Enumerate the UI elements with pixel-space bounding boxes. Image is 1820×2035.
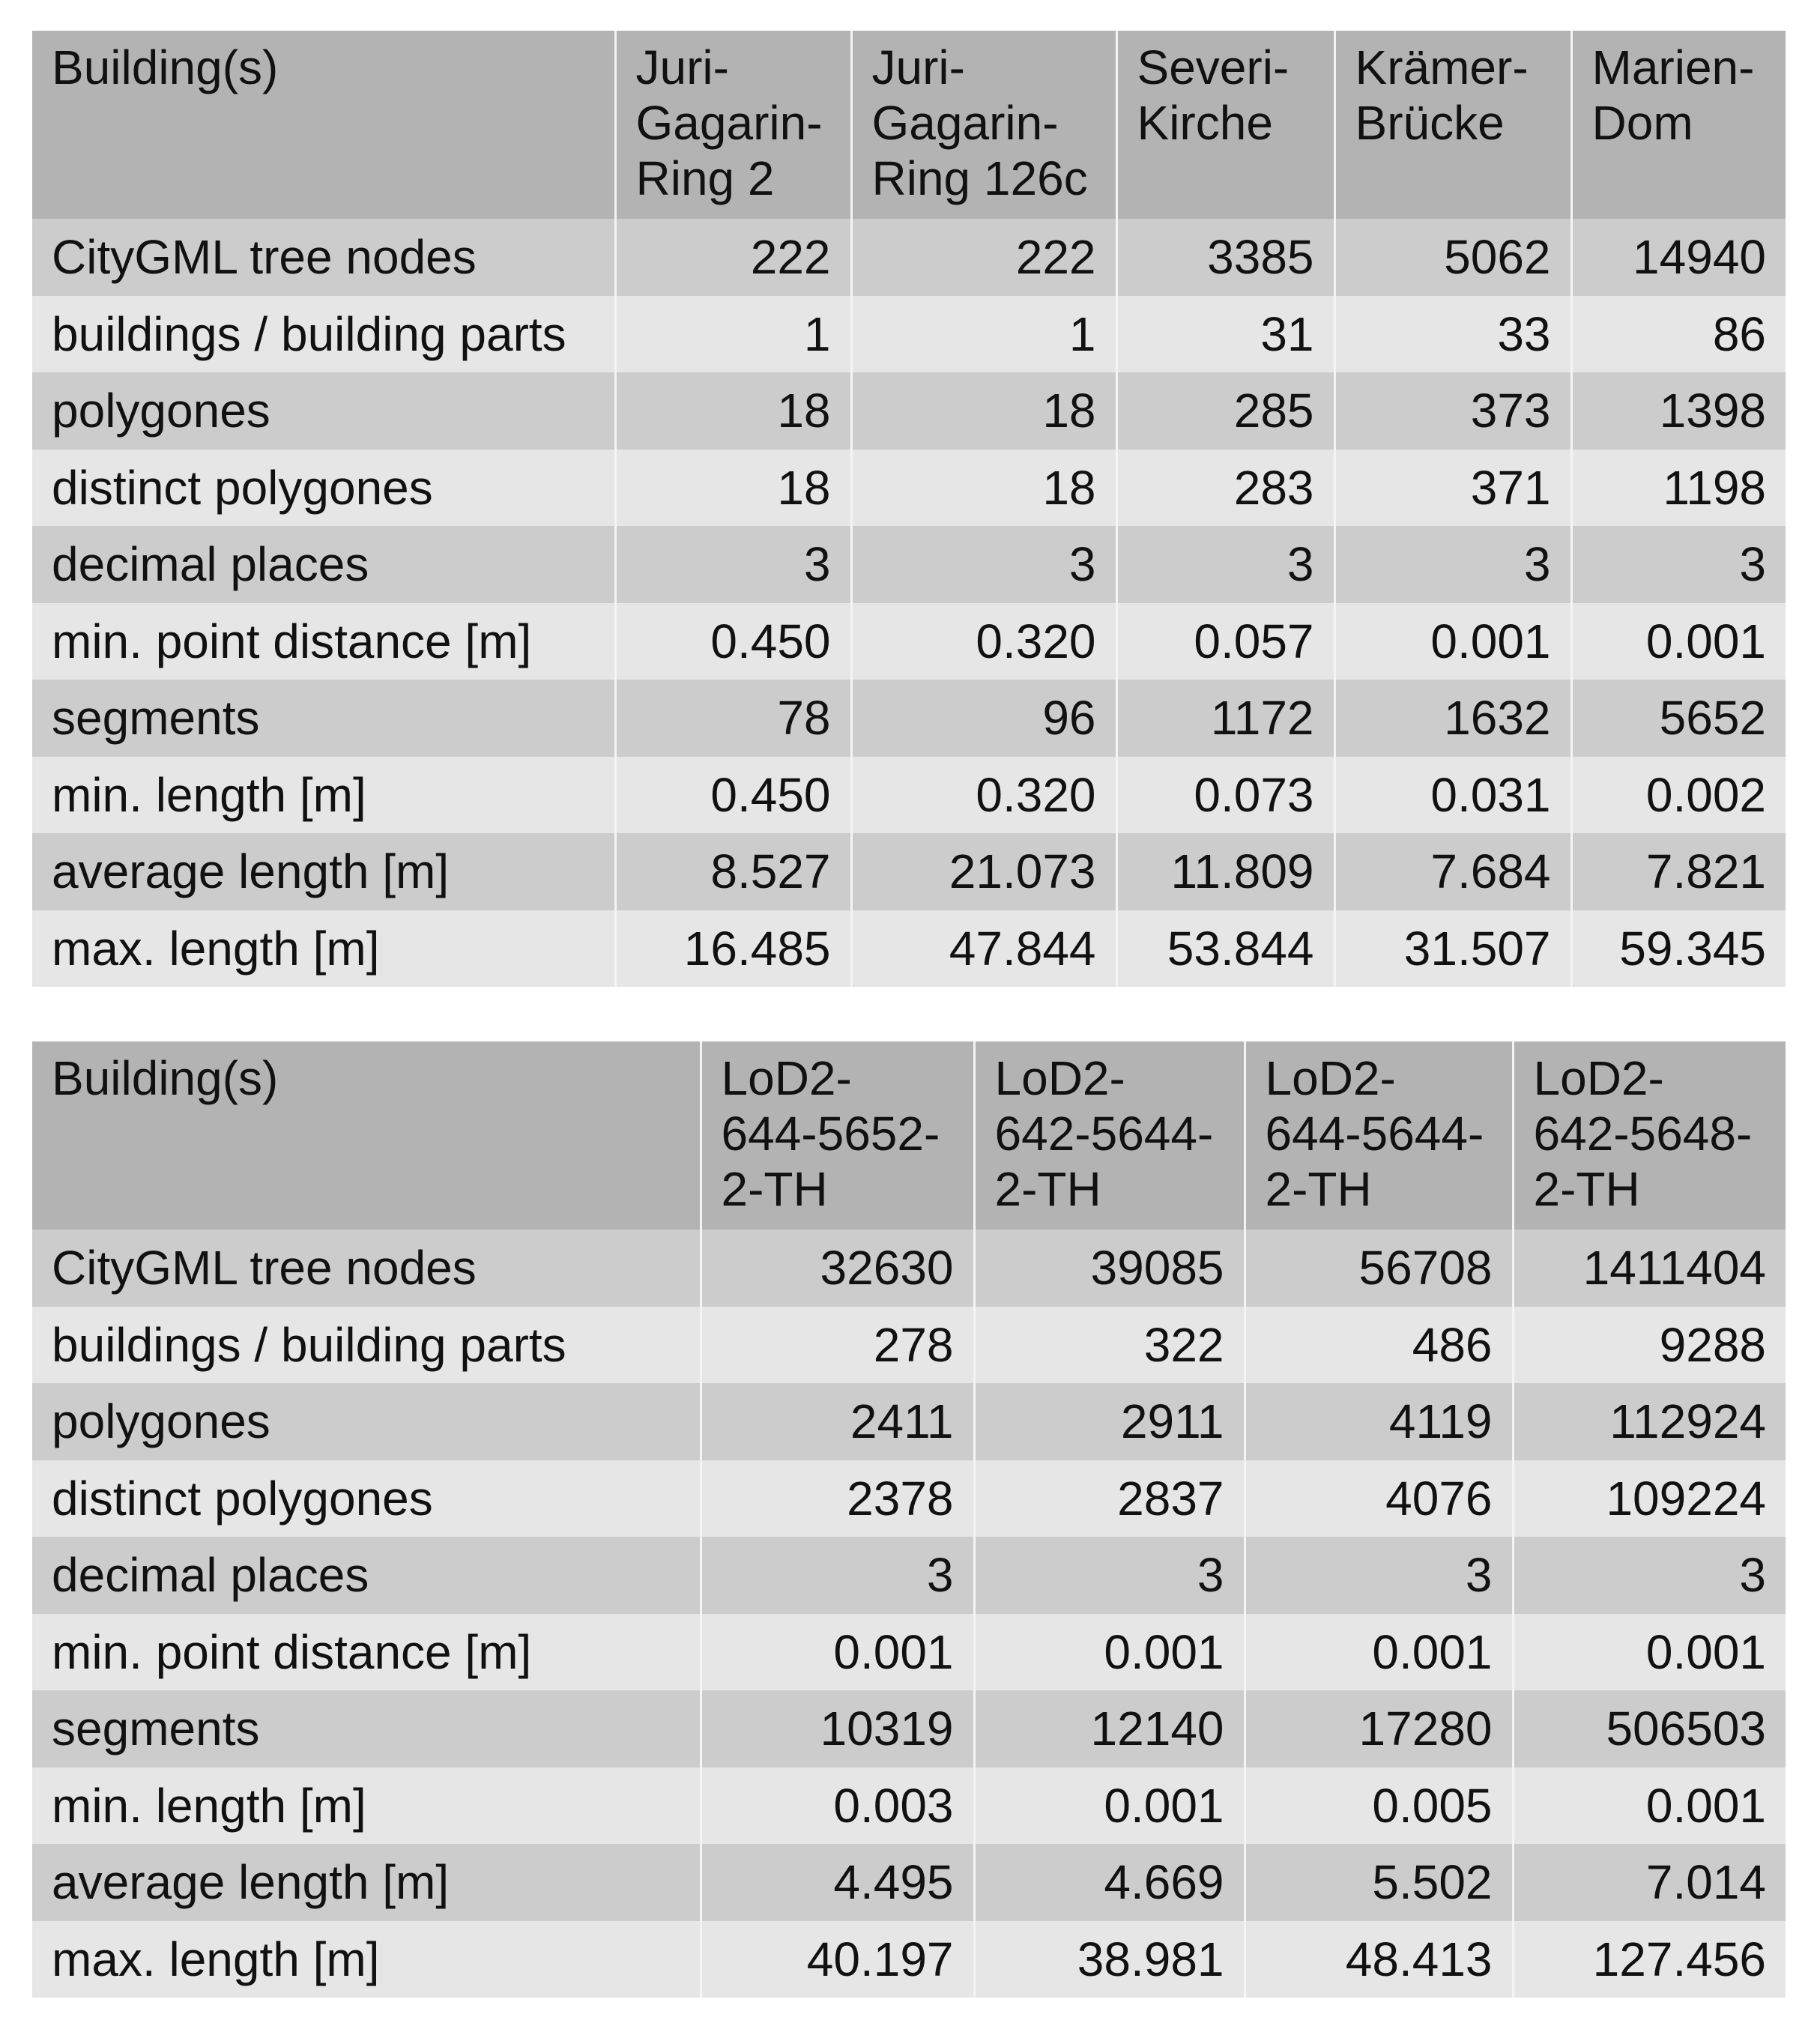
cell-value: 18 <box>851 372 1116 450</box>
table-row <box>32 1921 1786 1998</box>
cell-value: 1398 <box>1571 372 1786 450</box>
row-label: average length [m] <box>32 1844 701 1921</box>
cell-value: 12140 <box>974 1690 1245 1768</box>
cell-value: 11.809 <box>1116 833 1334 910</box>
cell-value: 486 <box>1245 1307 1513 1384</box>
column-header: Juri- Gagarin- Ring 126c <box>851 31 1116 219</box>
cell-value: 31.507 <box>1334 910 1571 988</box>
cell-value: 371 <box>1334 450 1571 527</box>
row-header-label: Building(s) <box>32 1041 701 1230</box>
column-header: LoD2- 644-5652- 2-TH <box>701 1041 974 1230</box>
cell-value: 0.003 <box>701 1768 974 1845</box>
cell-value: 9288 <box>1513 1307 1786 1384</box>
building-statistics-table-2 <box>32 1041 1786 1998</box>
cell-value: 5.502 <box>1245 1844 1513 1921</box>
column-header: LoD2- 642-5644- 2-TH <box>974 1041 1245 1230</box>
cell-value: 96 <box>851 680 1116 757</box>
cell-value: 3 <box>1116 526 1334 603</box>
cell-value: 16.485 <box>615 910 851 988</box>
row-label: segments <box>32 1690 701 1768</box>
table-row <box>32 1844 1786 1921</box>
table-row <box>32 1383 1786 1460</box>
cell-value: 0.001 <box>701 1614 974 1691</box>
table-row <box>32 1230 1786 1307</box>
row-label: CityGML tree nodes <box>32 219 615 296</box>
row-label: min. point distance [m] <box>32 1614 701 1691</box>
cell-value: 18 <box>851 450 1116 527</box>
row-label: polygones <box>32 1383 701 1460</box>
table-row <box>32 1537 1786 1614</box>
cell-value: 39085 <box>974 1230 1245 1307</box>
cell-value: 14940 <box>1571 219 1786 296</box>
cell-value: 373 <box>1334 372 1571 450</box>
cell-value: 3 <box>851 526 1116 603</box>
cell-value: 31 <box>1116 296 1334 373</box>
row-label: average length [m] <box>32 833 615 910</box>
row-label: buildings / building parts <box>32 296 615 373</box>
cell-value: 285 <box>1116 372 1334 450</box>
cell-value: 7.821 <box>1571 833 1786 910</box>
cell-value: 506503 <box>1513 1690 1786 1768</box>
table-row <box>32 1614 1786 1691</box>
cell-value: 3 <box>1513 1537 1786 1614</box>
row-header-label: Building(s) <box>32 31 615 219</box>
cell-value: 283 <box>1116 450 1334 527</box>
row-label: CityGML tree nodes <box>32 1230 701 1307</box>
cell-value: 0.001 <box>1245 1614 1513 1691</box>
table-row <box>32 603 1786 680</box>
cell-value: 2378 <box>701 1460 974 1537</box>
table-row <box>32 219 1786 296</box>
cell-value: 4076 <box>1245 1460 1513 1537</box>
cell-value: 0.001 <box>1334 603 1571 680</box>
column-header: Marien- Dom <box>1571 31 1786 219</box>
column-header: LoD2- 644-5644- 2-TH <box>1245 1041 1513 1230</box>
cell-value: 1411404 <box>1513 1230 1786 1307</box>
header-row <box>32 1041 1786 1230</box>
cell-value: 8.527 <box>615 833 851 910</box>
cell-value: 3 <box>1571 526 1786 603</box>
cell-value: 3 <box>1245 1537 1513 1614</box>
cell-value: 0.031 <box>1334 757 1571 834</box>
row-label: buildings / building parts <box>32 1307 701 1384</box>
cell-value: 109224 <box>1513 1460 1786 1537</box>
cell-value: 59.345 <box>1571 910 1786 988</box>
row-label: polygones <box>32 372 615 450</box>
cell-value: 86 <box>1571 296 1786 373</box>
column-header: Krämer- Brücke <box>1334 31 1571 219</box>
row-label: distinct polygones <box>32 450 615 527</box>
column-header: Severi- Kirche <box>1116 31 1334 219</box>
cell-value: 0.001 <box>1513 1614 1786 1691</box>
cell-value: 21.073 <box>851 833 1116 910</box>
cell-value: 4.669 <box>974 1844 1245 1921</box>
row-label: decimal places <box>32 1537 701 1614</box>
table-row <box>32 372 1786 450</box>
cell-value: 278 <box>701 1307 974 1384</box>
cell-value: 3 <box>615 526 851 603</box>
building-statistics-table-1 <box>32 31 1786 987</box>
column-header: LoD2- 642-5648- 2-TH <box>1513 1041 1786 1230</box>
cell-value: 40.197 <box>701 1921 974 1998</box>
cell-value: 47.844 <box>851 910 1116 988</box>
cell-value: 3 <box>701 1537 974 1614</box>
cell-value: 1 <box>615 296 851 373</box>
table-row <box>32 1690 1786 1768</box>
table-row <box>32 450 1786 527</box>
cell-value: 2411 <box>701 1383 974 1460</box>
cell-value: 0.002 <box>1571 757 1786 834</box>
cell-value: 1198 <box>1571 450 1786 527</box>
cell-value: 7.014 <box>1513 1844 1786 1921</box>
cell-value: 222 <box>851 219 1116 296</box>
cell-value: 0.320 <box>851 603 1116 680</box>
cell-value: 1 <box>851 296 1116 373</box>
table-row <box>32 1307 1786 1384</box>
cell-value: 1172 <box>1116 680 1334 757</box>
table-row <box>32 526 1786 603</box>
column-header: Juri- Gagarin- Ring 2 <box>615 31 851 219</box>
cell-value: 0.001 <box>1571 603 1786 680</box>
cell-value: 0.450 <box>615 603 851 680</box>
cell-value: 4119 <box>1245 1383 1513 1460</box>
cell-value: 38.981 <box>974 1921 1245 1998</box>
table-row <box>32 833 1786 910</box>
cell-value: 5652 <box>1571 680 1786 757</box>
cell-value: 0.320 <box>851 757 1116 834</box>
cell-value: 112924 <box>1513 1383 1786 1460</box>
table-row <box>32 910 1786 988</box>
row-label: decimal places <box>32 526 615 603</box>
cell-value: 18 <box>615 372 851 450</box>
cell-value: 0.005 <box>1245 1768 1513 1845</box>
table-row <box>32 296 1786 373</box>
cell-value: 53.844 <box>1116 910 1334 988</box>
header-row <box>32 31 1786 219</box>
table-row <box>32 757 1786 834</box>
cell-value: 33 <box>1334 296 1571 373</box>
cell-value: 0.001 <box>974 1614 1245 1691</box>
cell-value: 0.450 <box>615 757 851 834</box>
cell-value: 127.456 <box>1513 1921 1786 1998</box>
cell-value: 2837 <box>974 1460 1245 1537</box>
cell-value: 0.001 <box>1513 1768 1786 1845</box>
cell-value: 78 <box>615 680 851 757</box>
cell-value: 17280 <box>1245 1690 1513 1768</box>
table-row <box>32 1768 1786 1845</box>
cell-value: 222 <box>615 219 851 296</box>
row-label: min. length [m] <box>32 757 615 834</box>
cell-value: 56708 <box>1245 1230 1513 1307</box>
cell-value: 48.413 <box>1245 1921 1513 1998</box>
cell-value: 5062 <box>1334 219 1571 296</box>
cell-value: 7.684 <box>1334 833 1571 910</box>
cell-value: 3 <box>974 1537 1245 1614</box>
cell-value: 3385 <box>1116 219 1334 296</box>
table-row <box>32 1460 1786 1537</box>
cell-value: 2911 <box>974 1383 1245 1460</box>
cell-value: 18 <box>615 450 851 527</box>
row-label: min. point distance [m] <box>32 603 615 680</box>
cell-value: 0.001 <box>974 1768 1245 1845</box>
cell-value: 4.495 <box>701 1844 974 1921</box>
cell-value: 0.073 <box>1116 757 1334 834</box>
row-label: max. length [m] <box>32 1921 701 1998</box>
row-label: segments <box>32 680 615 757</box>
cell-value: 10319 <box>701 1690 974 1768</box>
table-row <box>32 680 1786 757</box>
cell-value: 1632 <box>1334 680 1571 757</box>
row-label: min. length [m] <box>32 1768 701 1845</box>
row-label: distinct polygones <box>32 1460 701 1537</box>
cell-value: 32630 <box>701 1230 974 1307</box>
row-label: max. length [m] <box>32 910 615 988</box>
cell-value: 0.057 <box>1116 603 1334 680</box>
cell-value: 322 <box>974 1307 1245 1384</box>
cell-value: 3 <box>1334 526 1571 603</box>
